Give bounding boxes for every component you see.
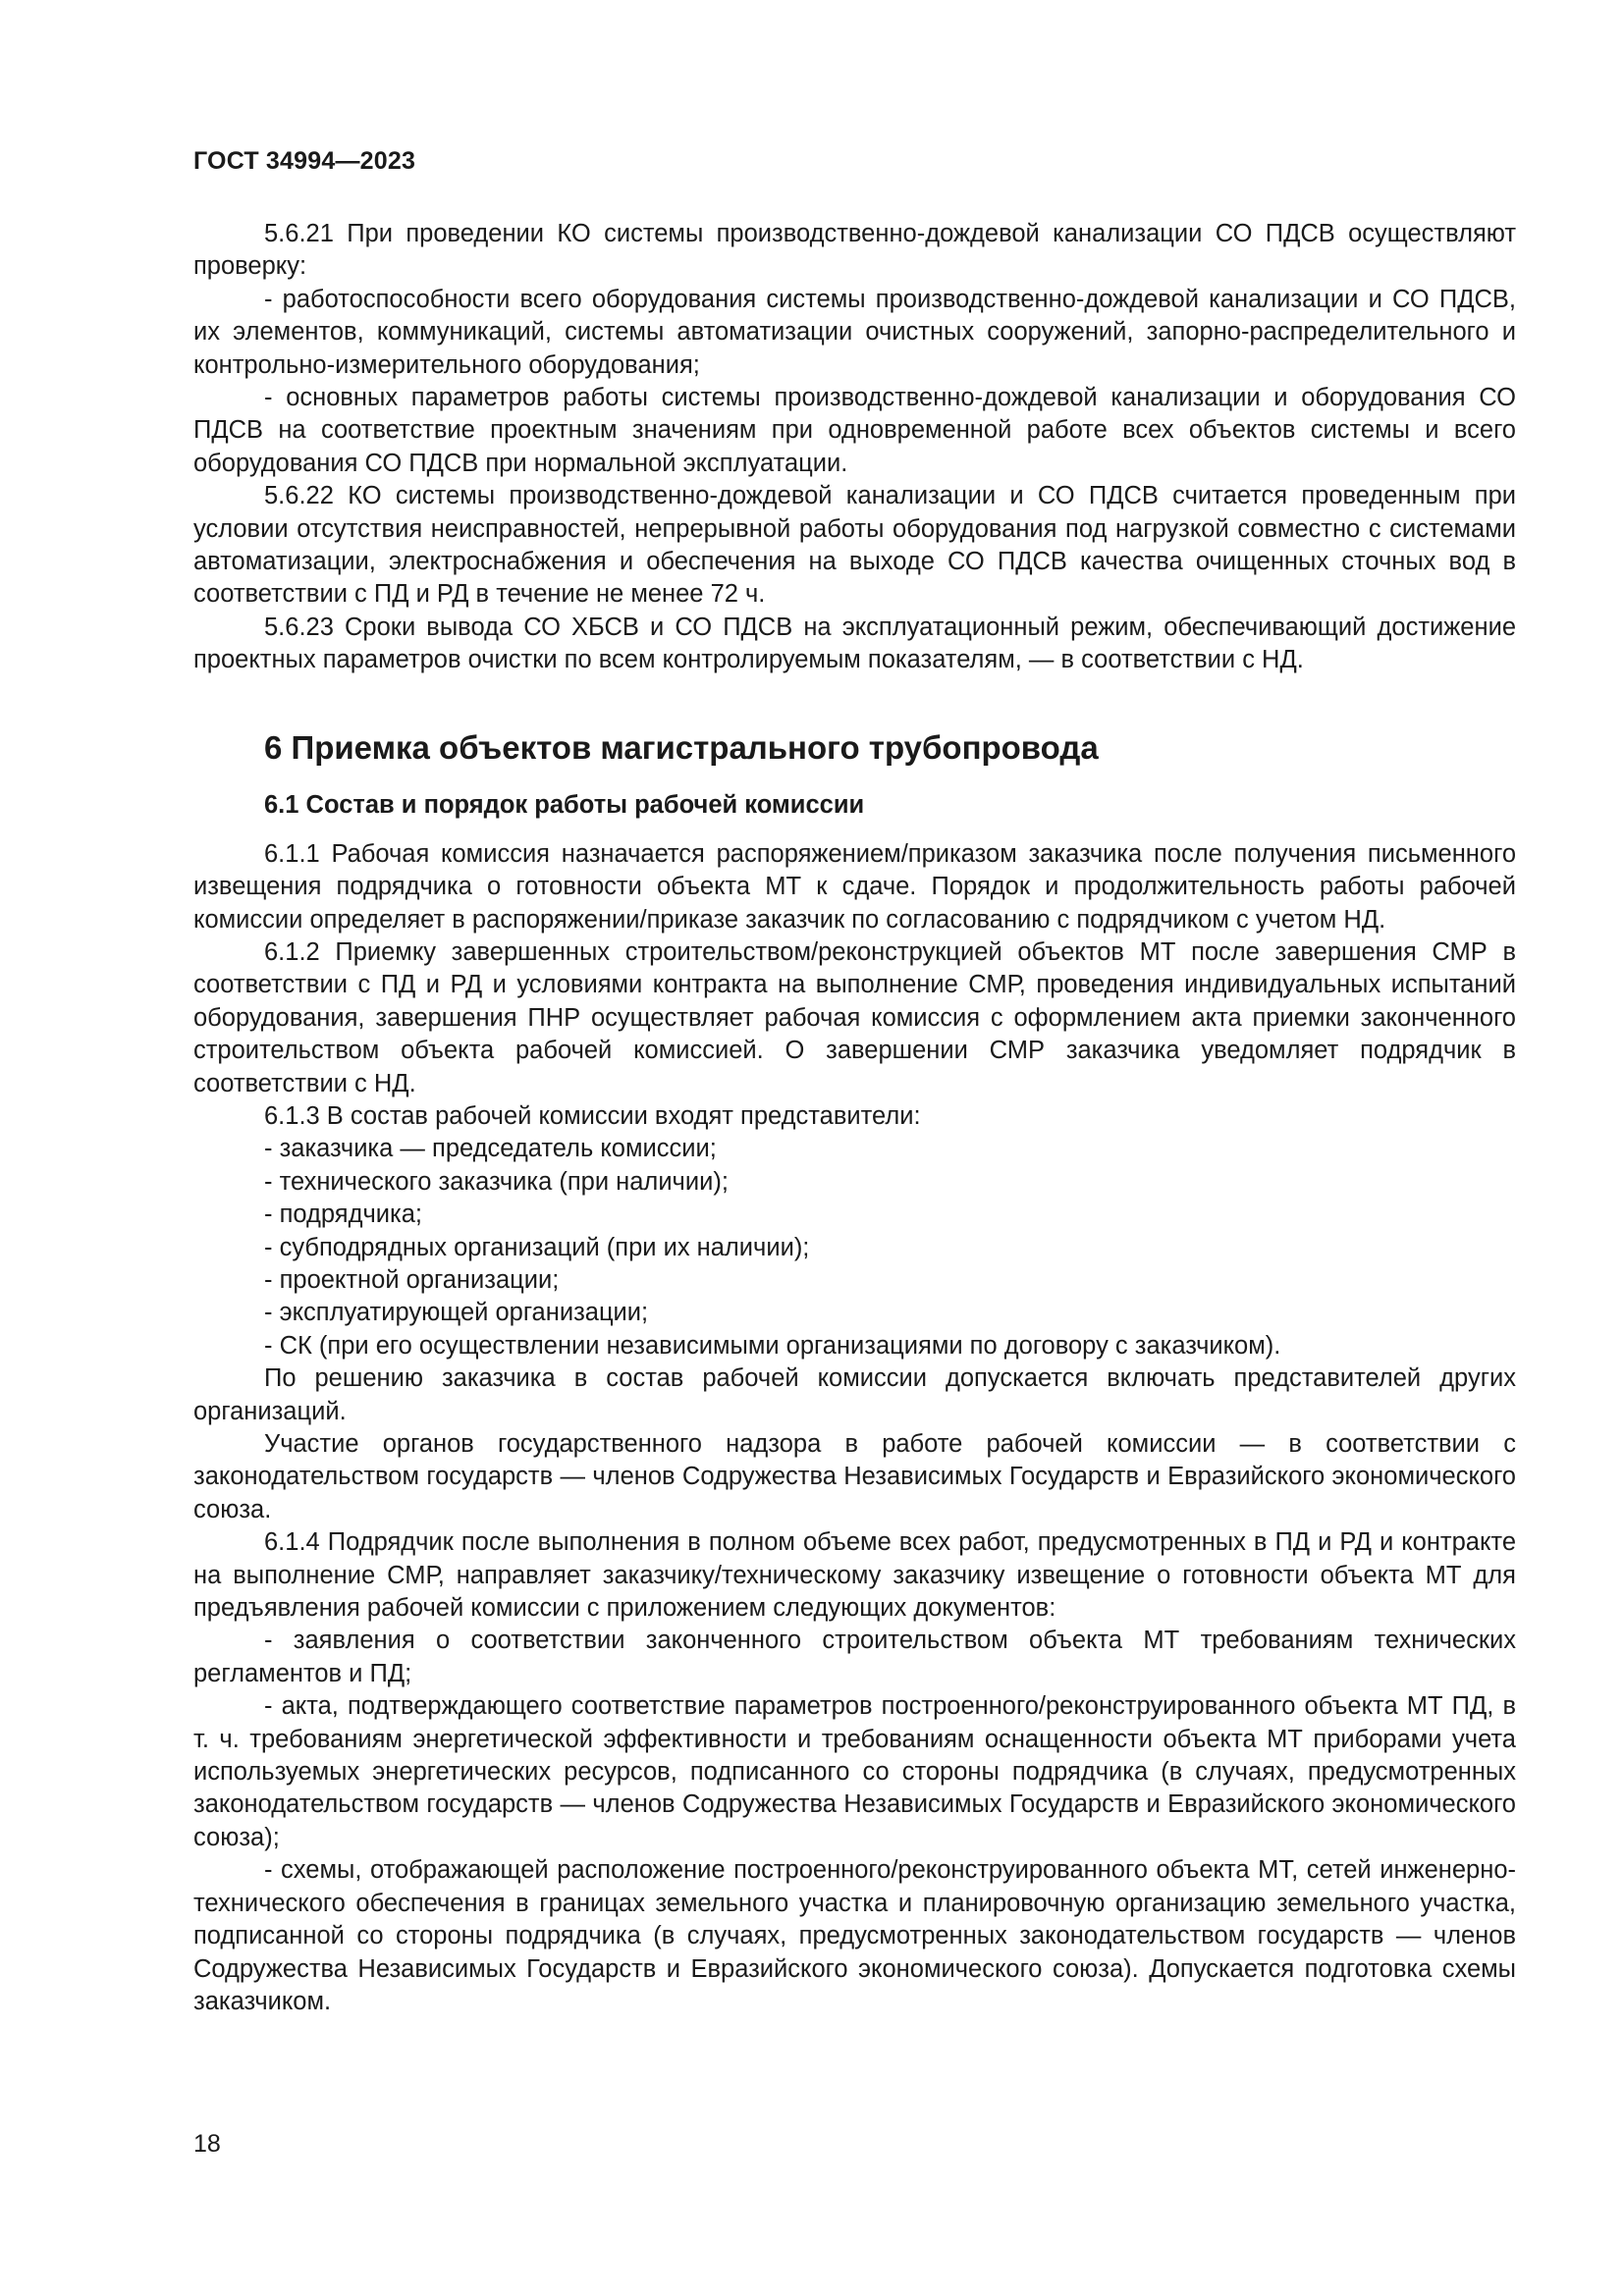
list-item: - акта, подтверждающего соответствие параметров построенного/реконструированного объекта МТ ПД, в т. ч. требованиям энергетической эффективности и требованиям оснащенности объекта МТ приборами учета используемых энергетических ресурсов, подписанного со стороны подрядчика (в случаях, предусмотренных законодательством государств — членов Содружества Независимых Государств и Евразийского экономического союза); — [193, 1692, 1516, 1851]
document-body — [193, 218, 1516, 2018]
clause-6-1-3: 6.1.3 В состав рабочей комиссии входят представители: — [264, 1101, 921, 1130]
list-item: - проектной организации; — [264, 1265, 560, 1294]
clause-6-1-1: 6.1.1 Рабочая комиссия назначается распоряжением/приказом заказчика после получения письменного извещения подрядчика о готовности объекта МТ к сдаче. Порядок и продолжительность работы рабочей комиссии определяет в распоряжении/приказе заказчик по согласованию с подрядчиком с учетом НД. — [193, 839, 1516, 934]
clause-6-1-4: 6.1.4 Подрядчик после выполнения в полном объеме всех работ, предусмотренных в ПД и РД и контракте на выполнение СМР, направляет заказчику/техническому заказчику извещение о готовности объекта МТ для предъявления рабочей комиссии с приложением следующих документов: — [193, 1528, 1516, 1623]
list-item: - основных параметров работы системы производственно-дождевой канализации и оборудования СО ПДСВ на соответствие проектным значениям при одновременной работе всех объектов системы и всего оборудования СО ПДСВ при нормальной эксплуатации. — [193, 384, 1516, 477]
list-item: - работоспособности всего оборудования системы производственно-дождевой канализации и СО ПДСВ, их элементов, коммуникаций, системы автоматизации очистных сооружений, запорно-распределительного и контрольно-измерительного оборудования; — [193, 285, 1516, 379]
clause-5-6-22: 5.6.22 КО системы производственно-дождевой канализации и СО ПДСВ считается проведенным при условии отсутствия неисправностей, непрерывной работы оборудования под нагрузкой совместно с системами автоматизации, электроснабжения и обеспечения на выходе СО ПДСВ качества очищенных сточных вод в соответствии с ПД и РД в течение не менее 72 ч. — [193, 482, 1516, 609]
list-item: - СК (при его осуществлении независимыми организациями по договору с заказчиком). — [264, 1331, 1281, 1360]
page-number: 18 — [193, 2130, 221, 2158]
clause-6-1-2: 6.1.2 Приемку завершенных строительством/реконструкцией объектов МТ после завершения СМР в соответствии с ПД и РД и условиями контракта на выполнение СМР, проведения индивидуальных испытаний оборудования, завершения ПНР осуществляет рабочая комиссия с оформлением акта приемки законченного строительством объекта рабочей комиссией. О завершении СМР заказчика уведомляет подрядчик в соответствии с НД. — [193, 937, 1516, 1097]
list-item: - подрядчика; — [264, 1201, 422, 1229]
list-item: - эксплуатирующей организации; — [264, 1299, 649, 1327]
section-heading: 6 Приемка объектов магистрального трубопровода — [264, 728, 1099, 766]
list-item: - заказчика — председатель комиссии; — [264, 1135, 717, 1163]
paragraph: По решению заказчика в состав рабочей комиссии допускается включать представителей других организаций. — [193, 1364, 1516, 1425]
clause-5-6-21: 5.6.21 При проведении КО системы производственно-дождевой канализации СО ПДСВ осуществляют проверку: — [193, 220, 1516, 281]
list-item: - субподрядных организаций (при их наличии); — [264, 1233, 810, 1261]
subsection-heading: 6.1 Состав и порядок работы рабочей комиссии — [264, 790, 865, 819]
clause-5-6-23: 5.6.23 Сроки вывода СО ХБСВ и СО ПДСВ на эксплуатационный режим, обеспечивающий достижение проектных параметров очистки по всем контролируемым показателям, — в соответствии с НД. — [193, 613, 1516, 674]
list-item: - технического заказчика (при наличии); — [264, 1167, 729, 1196]
list-item: - схемы, отображающей расположение построенного/реконструированного объекта МТ, сетей инженерно-технического обеспечения в границах земельного участка и планировочную организацию земельного участка, подписанной со стороны подрядчика (в случаях, предусмотренных законодательством государств — членов Содружества Независимых Государств и Евразийского экономического союза). Допускается подготовка схемы заказчиком. — [193, 1856, 1516, 2015]
list-item: - заявления о соответствии законченного строительством объекта МТ требованиям технических регламентов и ПД; — [193, 1627, 1516, 1687]
standard-header: ГОСТ 34994—2023 — [193, 147, 416, 175]
paragraph: Участие органов государственного надзора в работе рабочей комиссии — в соответствии с законодательством государств — членов Содружества Независимых Государств и Евразийского экономического союза. — [193, 1430, 1516, 1523]
